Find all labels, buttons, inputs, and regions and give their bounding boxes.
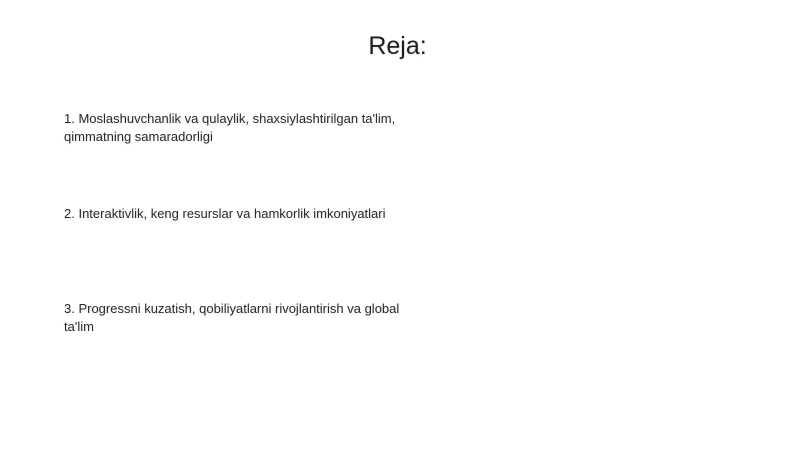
plan-item-1: 1. Moslashuvchanlik va qulaylik, shaxsiylashtirilgan ta'lim, qimmatning samaradorligi	[64, 111, 396, 144]
plan-item-2: 2. Interaktivlik, keng resurslar va hamkorlik imkoniyatlari	[64, 206, 386, 221]
plan-item-3: 3. Progressni kuzatish, qobiliyatlarni rivojlantirish va global ta'lim	[64, 301, 400, 334]
slide-title: Reja:	[368, 32, 427, 60]
